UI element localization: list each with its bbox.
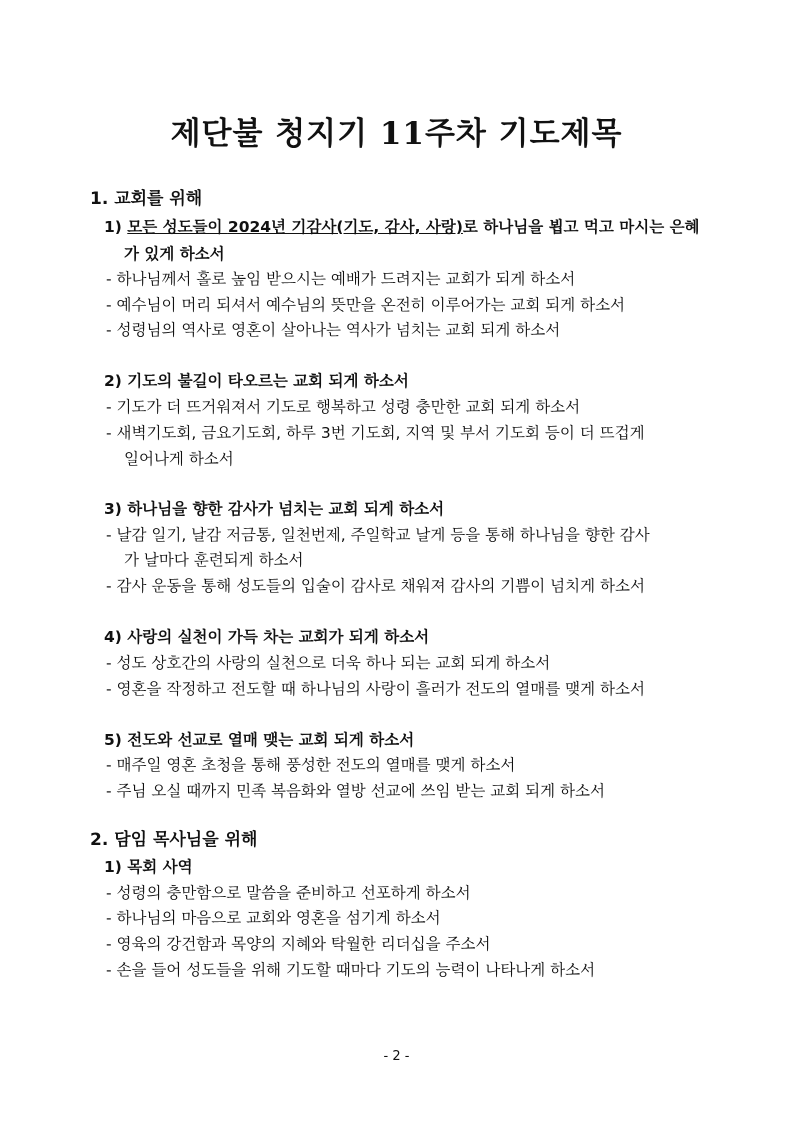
list-item: - 주님 오실 때까지 민족 복음화와 열방 선교에 쓰임 받는 교회 되게 하소서 bbox=[106, 782, 605, 800]
prayer-topic-5: 5) 전도와 선교로 열매 맺는 교회 되게 하소서 bbox=[104, 731, 415, 749]
section-heading-church: 1. 교회를 위해 bbox=[90, 189, 203, 209]
list-item-continuation: 일어나게 하소서 bbox=[124, 450, 234, 468]
prayer-topic-4: 4) 사랑의 실천이 가득 차는 교회가 되게 하소서 bbox=[104, 628, 430, 646]
list-item: - 예수님이 머리 되셔서 예수님의 뜻만을 온전히 이루어가는 교회 되게 하소서 bbox=[106, 296, 626, 314]
prayer-topic-1-line1 bbox=[104, 216, 700, 238]
prayer-topic-ministry: 1) 목회 사역 bbox=[104, 858, 193, 876]
list-item: - 감사 운동을 통해 성도들의 입술이 감사로 채워져 감사의 기쁨이 넘치게 하소서 bbox=[106, 577, 645, 595]
prayer-topic-3: 3) 하나님을 향한 감사가 넘치는 교회 되게 하소서 bbox=[104, 500, 445, 518]
page-number: - 2 - bbox=[383, 1049, 410, 1064]
document-title: 제단불 청지기 11주차 기도제목 bbox=[170, 116, 623, 152]
section-heading-pastor: 2. 담임 목사님을 위해 bbox=[90, 830, 258, 850]
list-item-continuation: 가 날마다 훈련되게 하소서 bbox=[124, 551, 304, 569]
topic-number: 1) bbox=[104, 218, 128, 236]
list-item: - 손을 들어 성도들을 위해 기도할 때마다 기도의 능력이 나타나게 하소서 bbox=[106, 961, 596, 979]
list-item: - 영혼을 작정하고 전도할 때 하나님의 사랑이 흘러가 전도의 열매를 맺게 하소서 bbox=[106, 680, 645, 698]
topic-text: 모든 성도들이 bbox=[127, 218, 228, 236]
list-item: - 성도 상호간의 사랑의 실천으로 더욱 하나 되는 교회 되게 하소서 bbox=[106, 654, 551, 672]
list-item: - 영육의 강건함과 목양의 지혜와 탁월한 리더십을 주소서 bbox=[106, 935, 491, 953]
topic-text: 로 하나님을 뵙고 먹고 마시는 은혜 bbox=[462, 218, 700, 236]
list-item: - 성령의 충만함으로 말씀을 준비하고 선포하게 하소서 bbox=[106, 884, 471, 902]
topic-highlight: 2024년 기감사(기도, 감사, 사랑) bbox=[227, 218, 463, 236]
prayer-topic-2: 2) 기도의 불길이 타오르는 교회 되게 하소서 bbox=[104, 372, 409, 390]
list-item: - 기도가 더 뜨거워져서 기도로 행복하고 성령 충만한 교회 되게 하소서 bbox=[106, 398, 581, 416]
list-item: - 날감 일기, 날감 저금통, 일천번제, 주일학교 날게 등을 통해 하나님을 향한 감사 bbox=[106, 526, 650, 544]
list-item: - 매주일 영혼 초청을 통해 풍성한 전도의 열매를 맺게 하소서 bbox=[106, 756, 516, 774]
list-item: - 하나님께서 홀로 높임 받으시는 예배가 드려지는 교회가 되게 하소서 bbox=[106, 270, 576, 288]
list-item: - 새벽기도회, 금요기도회, 하루 3번 기도회, 지역 및 부서 기도회 등이 더 뜨겁게 bbox=[106, 424, 645, 442]
list-item: - 하나님의 마음으로 교회와 영혼을 섬기게 하소서 bbox=[106, 909, 441, 927]
list-item: - 성령님의 역사로 영혼이 살아나는 역사가 넘치는 교회 되게 하소서 bbox=[106, 321, 561, 339]
prayer-topic-1-line2: 가 있게 하소서 bbox=[124, 245, 225, 263]
